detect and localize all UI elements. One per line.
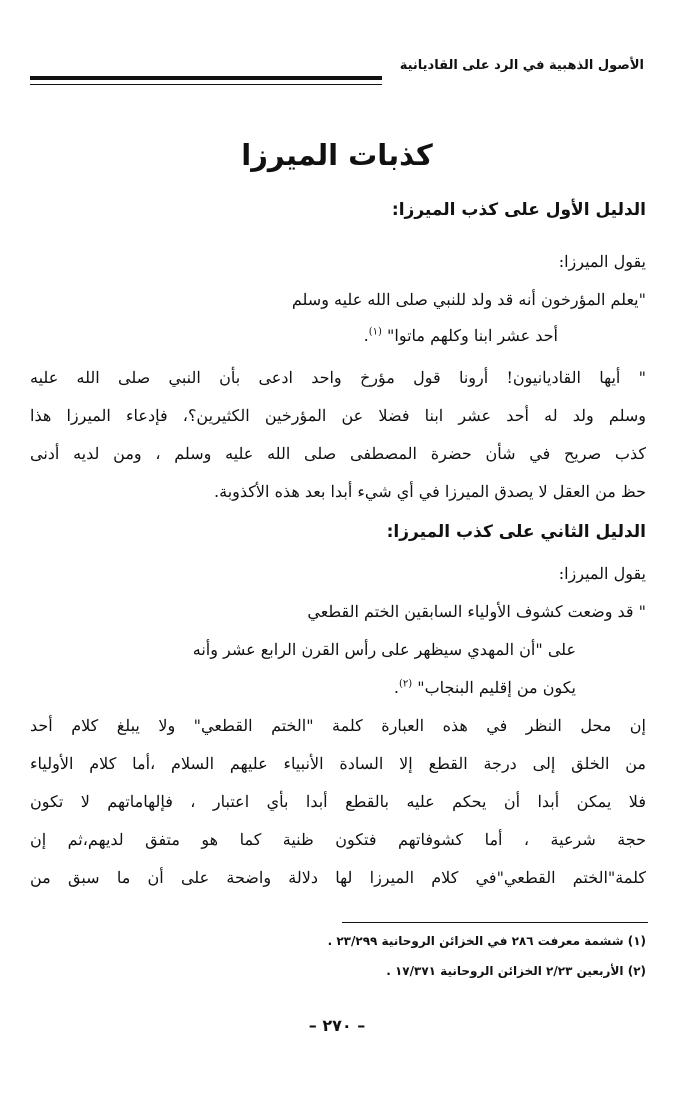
running-header-title: الأصول الذهبية في الرد على القاديانية: [399, 58, 644, 73]
footnote-2: (٢) الأربعين ٢/٢٣ الخزائن الروحانية ١٧/٣٧١ .: [386, 964, 646, 978]
section1-quote-line1: "يعلم المؤرخون أنه قد ولد للنبي صلى الله عليه وسلم: [291, 290, 646, 309]
section1-heading: الدليل الأول على كذب الميرزا:: [391, 200, 646, 220]
section2-quote-line3: [394, 678, 576, 697]
footnote-1: (١) ششمة معرفت ٢٨٦ في الخزائن الروحانية ٢٣/٢٩٩ .: [327, 934, 646, 948]
footnote-ref-1: (١): [368, 326, 382, 338]
section1-quote-line2: [364, 326, 558, 345]
section2-para-line: فلا يمكن أبدا أن يحكم عليه بالقطع أبدا بأي اعتبار ، فإلهاماتهم لا تكون: [30, 792, 646, 811]
section2-para-line: حجة شرعية ، أما كشوفاتهم فتكون ظنية كما هو متفق لديهم،ثم إن: [30, 830, 646, 849]
section1-quote-text: أحد عشر ابنا وكلهم ماتوا": [387, 326, 558, 345]
section2-quote-line2: على "أن المهدي سيظهر على رأس القرن الرابع عشر وأنه: [192, 640, 576, 659]
header-rule: [30, 76, 382, 80]
section1-para-line: وسلم ولد له أحد عشر ابنا فضلا عن المؤرخين الكثيرين؟، فإدعاء الميرزا هذا: [30, 406, 646, 425]
section1-para-line: حظ من العقل لا يصدق الميرزا في أي شيء أبدا بعد هذه الأكذوبة.: [214, 482, 646, 501]
page-number: – ٢٧٠ –: [308, 1016, 366, 1035]
section2-para-line: كلمة"الختم القطعي"في كلام الميرزا لها دلالة واضحة على أن ما سبق من: [30, 868, 646, 887]
section2-quote-line1: " قد وضعت كشوف الأولياء السابقين الختم القطعي: [307, 602, 646, 621]
footnote-rule: [342, 922, 648, 923]
section2-quote-text: يكون من إقليم البنجاب": [417, 678, 576, 697]
section1-para-line: " أيها القاديانيون! أرونا قول مؤرخ واحد ادعى بأن النبي صلى الله عليه: [30, 368, 646, 387]
section2-quote-end: .: [393, 678, 399, 697]
section2-heading: الدليل الثاني على كذب الميرزا:: [386, 522, 646, 542]
section1-para-line: كذب صريح في شأن حضرة المصطفى صلى الله عليه وسلم ، ومن لديه أدنى: [30, 444, 646, 463]
footnote-ref-2: (٢): [398, 678, 413, 690]
section2-para-line: إن محل النظر في هذه العبارة كلمة "الختم القطعي" ولا يبلغ كلام أحد: [30, 716, 646, 735]
section2-para-line: من الخلق إلى درجة القطع إلا السادة الأنبياء عليهم السلام ،أما كلام الأولياء: [30, 754, 646, 773]
section2-intro: يقول الميرزا:: [558, 564, 646, 583]
header-rule-thin: [30, 84, 382, 85]
section1-quote-end: .: [363, 326, 369, 345]
chapter-title: كذبات الميرزا: [241, 138, 433, 172]
section1-intro: يقول الميرزا:: [558, 252, 646, 271]
